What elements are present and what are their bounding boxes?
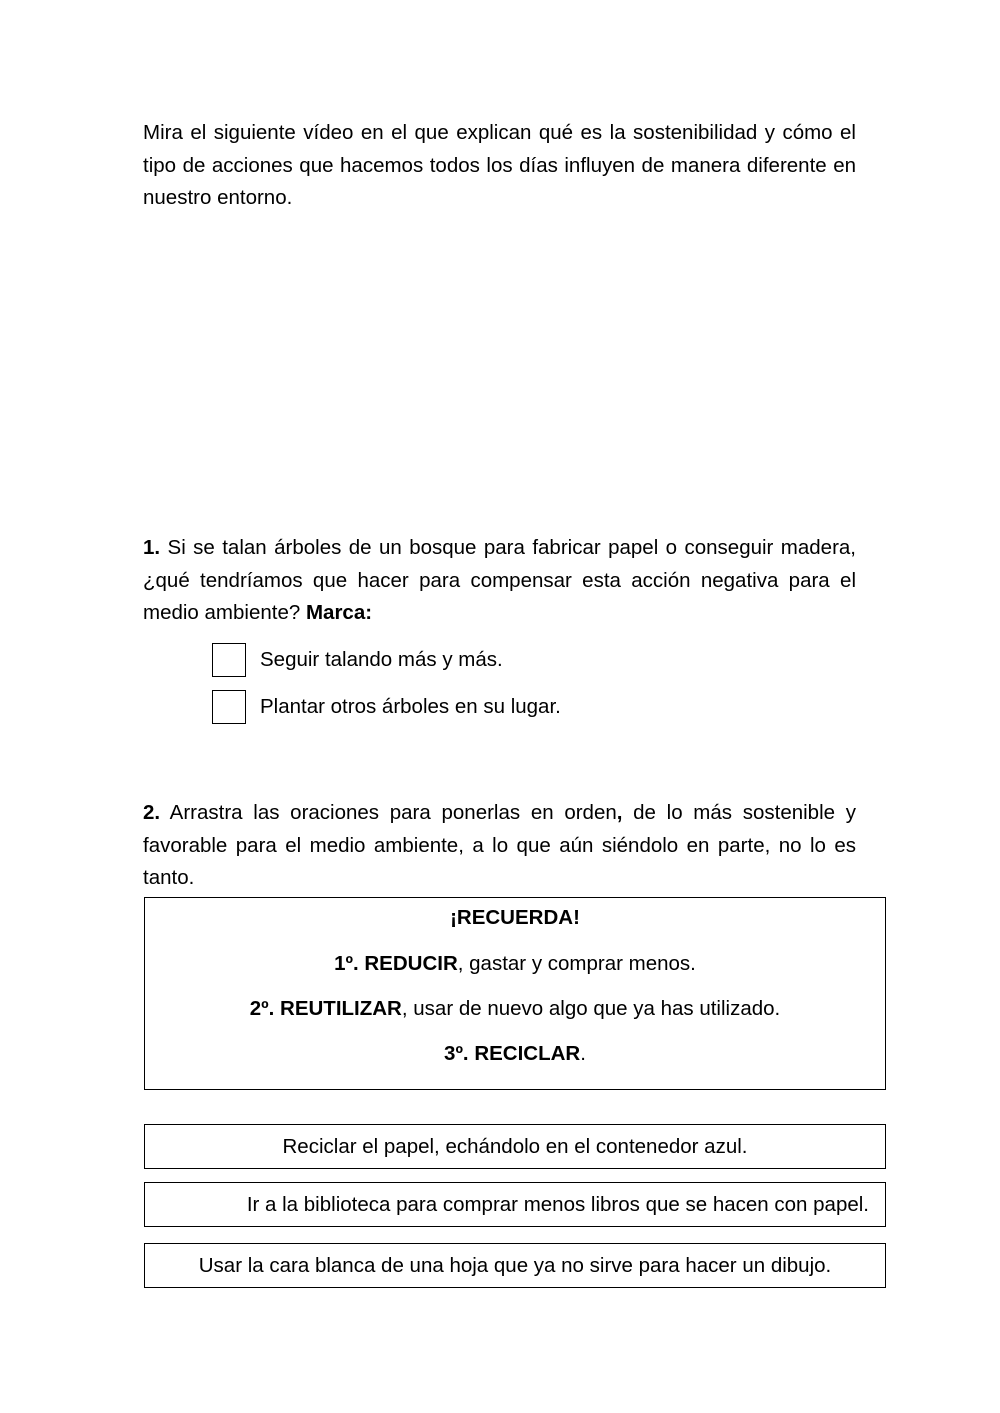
reminder-box (144, 897, 886, 1090)
reminder-step: 3º. RECICLAR (444, 1042, 581, 1065)
question-2-text-a: Arrastra las oraciones para ponerlas en orden (160, 801, 617, 824)
reminder-step: 2º. REUTILIZAR (249, 997, 402, 1020)
reminder-desc: . (580, 1042, 586, 1065)
option-1-label: Seguir talando más y más. (260, 648, 503, 671)
video-placeholder (143, 230, 856, 520)
reminder-item (145, 997, 885, 1021)
question-2-text-b: de lo más sostenible y favorable para el medio ambiente, a lo que aún siéndolo en parte, no lo es tanto. (143, 801, 856, 889)
question-2-comma: , (616, 801, 623, 824)
reminder-step: 1º. REDUCIR (334, 952, 458, 975)
reminder-title: ¡RECUERDA! (450, 906, 580, 929)
option-seguir-talando[interactable] (212, 642, 503, 678)
reminder-item (145, 952, 885, 976)
question-2-number: 2. (143, 801, 161, 824)
drag-item-reutilizar-hoja[interactable]: Usar la cara blanca de una hoja que ya no sirve para hacer un dibujo. (144, 1243, 886, 1288)
reminder-item (145, 1042, 885, 1066)
question-1-number: 1. (143, 536, 161, 559)
option-plantar-arboles[interactable] (212, 689, 561, 725)
drag-item-reciclar[interactable]: Reciclar el papel, echándolo en el contenedor azul. (144, 1124, 886, 1169)
intro-paragraph: Mira el siguiente vídeo en el que explican qué es la sostenibilidad y cómo el tipo de acciones que hacemos todos los días influyen de manera diferente en nuestro entorno. (143, 121, 856, 209)
reminder-desc: , usar de nuevo algo que ya has utilizado. (401, 997, 781, 1020)
question-1 (143, 532, 856, 630)
option-2-label: Plantar otros árboles en su lugar. (260, 695, 561, 718)
question-2 (143, 797, 856, 895)
question-1-instruction: Marca: (305, 601, 373, 624)
checkbox-option-1[interactable] (212, 643, 246, 677)
question-1-text: Si se talan árboles de un bosque para fabricar papel o conseguir madera, ¿qué tendríamos que hacer para compensar esta acción negativa para el medio ambiente? (143, 536, 856, 624)
drag-item-biblioteca[interactable]: Ir a la biblioteca para comprar menos libros que se hacen con papel. (144, 1182, 886, 1227)
reminder-desc: , gastar y comprar menos. (457, 952, 696, 975)
checkbox-option-2[interactable] (212, 690, 246, 724)
